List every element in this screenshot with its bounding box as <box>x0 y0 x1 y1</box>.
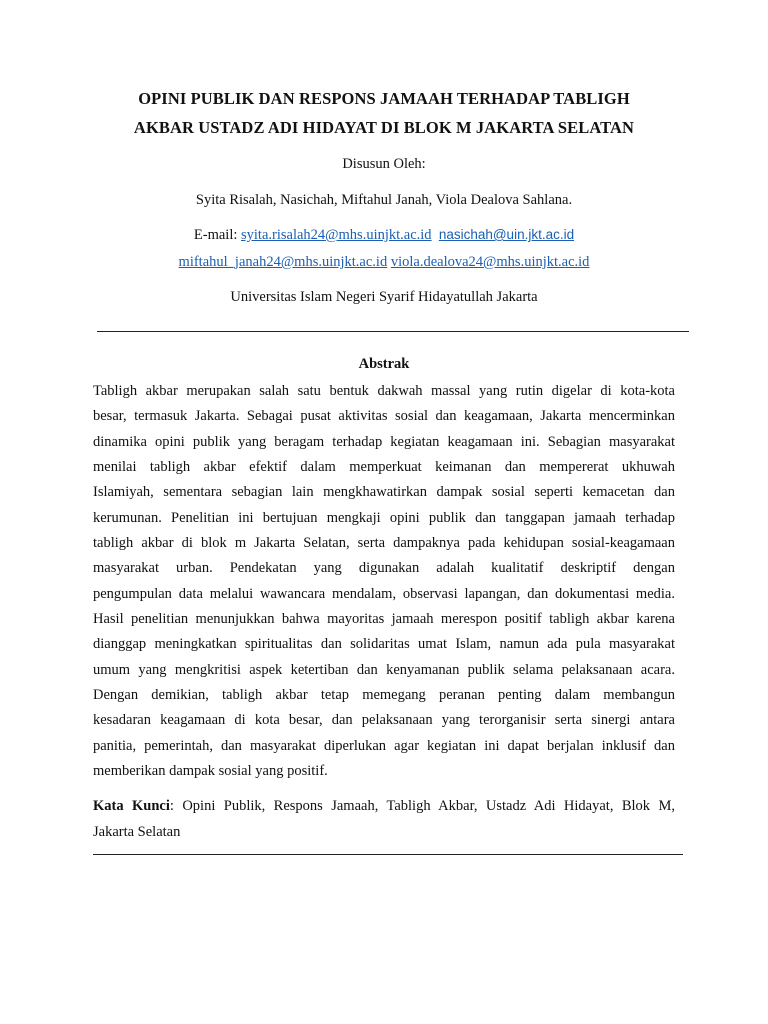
abstract-line: panitia, pemerintah, dan masyarakat diperlukan agar kegiatan ini dapat berjalan inklusif dan <box>93 737 675 754</box>
abstract-line: pengumpulan data melalui wawancara mendalam, observasi lapangan, dan dokumentasi media. <box>93 585 675 602</box>
abstract-line: Islamiyah, sementara sebagian lain mengkhawatirkan dampak sosial seperti kemacetan dan <box>93 484 675 501</box>
email-link-syita[interactable]: syita.risalah24@mhs.uinjkt.ac.id <box>241 227 432 243</box>
keywords-line-1 <box>93 794 675 820</box>
keywords-label: Kata Kunci <box>93 798 170 814</box>
keywords-text-1: : Opini Publik, Respons Jamaah, Tabligh Akbar, Ustadz Adi Hidayat, Blok M, <box>169 798 675 814</box>
paper-title-line-1: OPINI PUBLIK DAN RESPONS JAMAAH TERHADAP TABLIGH <box>138 89 630 108</box>
abstract-body <box>93 379 675 785</box>
affiliation: Universitas Islam Negeri Syarif Hidayatullah Jakarta <box>230 289 538 305</box>
email-line-1 <box>60 225 708 245</box>
keywords-text-2: Jakarta Selatan <box>93 823 181 840</box>
email-link-nasichah[interactable]: nasichah@uin.jkt.ac.id <box>438 227 575 242</box>
abstract-line: menilai tabligh akbar efektif dalam memperkuat keimanan dan mempererat ukhuwah <box>93 459 675 476</box>
abstract-line: kesadaran keagamaan di kota besar, dan pelaksanaan yang terorganisir serta sinergi antara <box>93 712 675 729</box>
abstract-line: umum yang mengkritisi aspek ketertiban dan kenyamanan publik selama pelaksanaan acara. <box>93 661 675 678</box>
email-line-2 <box>60 252 708 272</box>
author-list: Syita Risalah, Nasichah, Miftahul Janah, Viola Dealova Sahlana. <box>195 192 573 208</box>
header-divider <box>97 331 689 332</box>
abstract-line: Dengan demikian, tabligh akbar tetap memegang peranan penting dalam membangun <box>93 687 675 704</box>
paper-title-line-2: AKBAR USTADZ ADI HIDAYAT DI BLOK M JAKARTA SELATAN <box>133 118 635 137</box>
abstract-line: kerumunan. Penelitian ini bertujuan mengkaji opini publik dan tanggapan jamaah terhadap <box>93 509 675 526</box>
email-link-viola[interactable]: viola.dealova24@mhs.uinjkt.ac.id <box>390 254 590 270</box>
abstract-line: dianggap meningkatkan spiritualitas dan solidaritas umat Islam, namun ada pula masyarakat <box>93 636 675 653</box>
abstract-heading: Abstrak <box>358 356 410 372</box>
footer-divider <box>93 854 683 855</box>
abstract-line: Hasil penelitian menunjukkan bahwa mayoritas jamaah merespon positif tabligh akbar karena <box>93 611 675 628</box>
keywords <box>93 794 675 845</box>
abstract-line: Tabligh akbar merupakan salah satu bentuk dakwah massal yang rutin digelar di kota-kota <box>93 383 675 399</box>
abstract-line: masyarakat urban. Pendekatan yang digunakan adalah kualitatif deskriptif dengan <box>93 560 675 577</box>
paper-title <box>70 84 698 142</box>
abstract-line: memberikan dampak sosial yang positif. <box>93 763 328 780</box>
abstract-line: dinamika opini publik yang beragam terhadap kegiatan keagamaan ini. Sebagian masyarakat <box>93 433 675 450</box>
email-label: E-mail: <box>193 227 238 243</box>
abstract-line: tabligh akbar di blok m Jakarta Selatan, serta dampaknya pada kehidupan sosial-keagamaan <box>93 535 675 552</box>
abstract-line: besar, termasuk Jakarta. Sebagai pusat aktivitas sosial dan keagamaan, Jakarta mencerminkan <box>93 408 675 425</box>
email-link-miftahul[interactable]: miftahul_janah24@mhs.uinjkt.ac.id <box>178 254 388 270</box>
compiled-by-label: Disusun Oleh: <box>342 156 426 172</box>
